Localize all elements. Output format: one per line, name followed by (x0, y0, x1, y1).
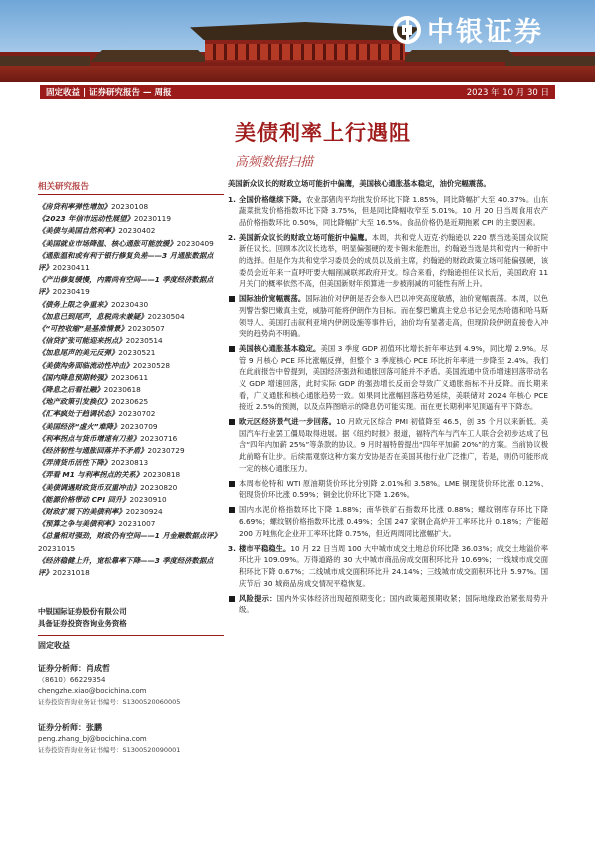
related-report-item[interactable] (38, 250, 224, 274)
analyst-card (38, 663, 224, 708)
analyst-name: 张鹏 (86, 723, 102, 732)
related-report-item[interactable] (38, 396, 224, 408)
related-report-item[interactable] (38, 372, 224, 384)
related-report-date: 20231018 (52, 568, 90, 578)
related-report-title: 《美国就业市场降温、核心通胀可能放缓》 (38, 238, 177, 248)
related-report-title: 《弄清货币活性下降》 (38, 458, 111, 468)
paragraph-text: 国内外实体经济出现超预期变化；国内政策超预期收紧；国际地缘政治紧张局势升级。 (239, 593, 549, 615)
related-report-item[interactable] (38, 384, 224, 396)
related-report-title: 《降息之后看社融》 (38, 385, 104, 395)
related-report-date: 20230409 (176, 238, 214, 248)
body-paragraph (228, 194, 548, 229)
company-logo (393, 10, 543, 49)
related-report-item[interactable] (38, 299, 224, 311)
banner-hall-columns (205, 44, 405, 60)
related-report-date: 20230702 (118, 409, 156, 419)
paragraph-list (228, 194, 548, 616)
related-report-item[interactable] (38, 213, 224, 225)
related-report-date: 20230611 (110, 372, 149, 382)
paragraph-heading: 风险提示： (239, 593, 277, 603)
related-report-item[interactable] (38, 238, 224, 250)
related-report-title: 《信贷扩张可能迎来拐点》 (38, 336, 126, 346)
related-report-date: 20230818 (142, 470, 181, 480)
body-paragraph (228, 343, 548, 413)
related-report-title: 《弄看 M1 与利率拐点的关系》 (38, 470, 143, 480)
related-report-date: 20230625 (110, 397, 149, 407)
related-report-item[interactable] (38, 421, 224, 433)
related-report-item[interactable] (38, 482, 224, 494)
related-report-date: 20230716 (140, 433, 178, 443)
related-report-title: 《2023 年信市远动性展望》 (38, 214, 134, 224)
paragraph-heading: 楼市平稳稳生。 (239, 543, 291, 553)
banner-main-roof (190, 22, 420, 40)
page-title: 美债利率上行遇阻 (235, 120, 411, 145)
bullet-square-icon (229, 481, 235, 487)
paragraph-text: 10 月 22 日当周 100 大中城市成交土地总价环比降 36.03%；成交土地溢价率环比升 109.09%。万得道路的 30 大中城市商品房成交面积环比升 10.69%；一线城市成交面积环比下降 0.67%；二线城市成交面积环比升 24.14%；三线城市成交面积环比升 5.97%。国庆节后 30 城商品房成交情况平稳恢复。 (239, 543, 548, 588)
analyst-phone: （8610）66229354 (38, 676, 106, 684)
company-name: 中银国际证券股份有限公司 (38, 607, 127, 616)
paragraph-text: 10 月欧元区综合 PMI 初值降至 46.5，创 35 个月以来新低。美国汽车行业罢工僵局取得进展。据《纽约时报》报道，福特汽车与汽车工人联合会初步达成了包含“四年内加薪 25%”等条款的协议。9 月时福特曾提出“四年平加薪 20%”的方案。当前协议极此前略有让步。后续需观察这种方案方安协是否在美国其他行业广泛推广，若是，则仍可能形成一定的核心通胀压力。 (239, 417, 548, 473)
related-report-item[interactable] (38, 469, 224, 481)
related-report-item[interactable] (38, 494, 224, 506)
paragraph-heading: 美国核心通胀基本稳定。 (239, 344, 321, 354)
related-report-item[interactable] (38, 457, 224, 469)
paragraph-heading: 国际油价宽幅震荡。 (239, 294, 306, 304)
banner-side-hall-right (400, 50, 520, 62)
related-report-title: 《美债调遇财政货币双重冲击》 (38, 482, 141, 492)
related-report-item[interactable] (38, 445, 224, 457)
related-report-date: 20230402 (118, 226, 156, 236)
logo-text: 中银证券 (427, 17, 543, 48)
related-report-item[interactable] (38, 311, 224, 323)
analyst-label: 证券分析师： (38, 664, 86, 673)
related-report-item[interactable] (38, 360, 224, 372)
related-report-title: 《财政扩展下的美债利率》 (38, 507, 126, 517)
related-report-date: 20230419 (52, 287, 90, 297)
related-report-date: 20230430 (110, 299, 149, 309)
related-report-title: 《加息已到尾声，息税尚未兼疑》 (38, 311, 148, 321)
related-report-date: 20230528 (132, 360, 170, 370)
related-report-date: 20230709 (120, 421, 158, 431)
related-report-date: 20231007 (118, 519, 156, 529)
sidebar-divider (38, 635, 224, 636)
report-meta-bar (40, 85, 555, 99)
main-body (228, 178, 548, 619)
related-report-title: 《经济稳健上升，宽松靠率下降——3 季度经济数据点评》 (38, 555, 214, 578)
related-report-title: 《加息尾声的美元反弹》 (38, 348, 119, 358)
related-report-item[interactable] (38, 225, 224, 237)
paragraph-number: 3. (228, 543, 236, 553)
related-report-title: 《地产政策引发换仪》 (38, 397, 111, 407)
related-report-title: 《产出修复缓慢，内需尚有空间——1 季度经济数据点评》 (38, 275, 214, 297)
body-paragraph (228, 293, 548, 339)
related-report-title: 《国内降息预期转强》 (38, 372, 111, 382)
related-report-item[interactable] (38, 433, 224, 445)
analyst-email[interactable]: chengzhe.xiao@bocichina.com (38, 687, 147, 695)
related-reports-list (38, 201, 224, 579)
bullet-square-icon (229, 296, 235, 302)
related-report-title: 《债务上限之争重来》 (38, 299, 111, 309)
analyst-license: 证券投资咨询业务证书编号：S1300520060005 (38, 698, 181, 706)
page-subtitle: 高频数据扫描 (235, 155, 314, 170)
bullet-square-icon (229, 507, 235, 513)
banner-roof-left (0, 56, 90, 66)
related-report-item[interactable] (38, 408, 224, 420)
boc-logo-icon (393, 16, 421, 44)
related-report-item[interactable] (38, 555, 224, 579)
body-paragraph (228, 543, 548, 589)
body-paragraph (228, 504, 548, 539)
header-banner (0, 0, 595, 82)
paragraph-number: 2. (228, 232, 236, 242)
bullet-square-icon (229, 419, 235, 425)
analyst-license: 证券投资咨询业务证书编号：S1300520090001 (38, 746, 181, 754)
related-report-date: 20230119 (133, 214, 171, 224)
sidebar (38, 180, 224, 579)
related-report-date: 20230910 (129, 494, 167, 504)
company-qualification: 具备证券投资咨询业务资格 (38, 619, 127, 628)
lead-summary: 美国新众议长的财政立场可能折中偏鹰，美国核心通胀基本稳定，油价完幅震荡。 (228, 179, 491, 188)
related-report-date: 20230521 (118, 348, 156, 358)
paragraph-heading: 欧元区经济景气进一步回落。 (239, 417, 337, 427)
bullet-square-icon (229, 596, 235, 602)
body-paragraph (228, 593, 548, 616)
banner-wall (0, 66, 595, 82)
related-report-item[interactable] (38, 274, 224, 298)
related-report-title: 《利率拐点与货币增速有刀差》 (38, 433, 141, 443)
paragraph-text: 农业部猪肉平均批发价环比下降 1.85%，同比降幅扩大至 40.37%。山东蔬菜批发价格指数环比下降 3.75%，但是同比降幅收窄至 5.01%。10 月 20 日当周食用农产品价格指数环比 0.50%，同比降幅扩大至 16.5%。食品价格仍是近期拖累 CPI 的主要因素。 (239, 194, 549, 227)
paragraph-heading: 全国价格继续下降。 (239, 194, 306, 204)
report-category: 固定收益 | 证券研究报告 — 周报 (46, 88, 172, 98)
related-report-date: 20230924 (125, 507, 163, 517)
related-report-item[interactable] (38, 201, 224, 213)
related-report-date: 20230504 (147, 311, 185, 321)
related-report-title: 《房贷利率弹性增加》 (38, 202, 111, 211)
paragraph-number: 1. (228, 194, 236, 204)
analyst-card (38, 722, 224, 756)
bullet-square-icon (229, 346, 235, 352)
paragraph-text: 国内水泥价格指数环比下降 1.88%；南华铁矿石指数环比涨 0.88%；螺纹钢库存环比下降 6.69%；螺纹钢价格指数环比涨 0.49%；全国 247 家钢企高炉开工率环比升 0.18%；产能超 200 万吨焦化企业开工率环比降 0.75%，但近两周同比涨幅扩大。 (239, 505, 548, 538)
related-report-item[interactable] (38, 335, 224, 347)
paragraph-text: 美国 3 季度 GDP 初值环比增长折年率达到 4.9%，同比增 2.9%。尽管 9 月核心 PCE 环比涨幅反弹，但整个 3 季度核心 PCE 环比折年率进一步降至 2.4%。我们在此前报告中曾提到，美国经济强劲和通胀回落可能并不矛盾。美国流通中货币增速回落带动名义 GDP 增速回落，此时实际 GDP 的强劲增长反而会导致广义通胀指标不升反降。而长期来看，广义通胀和核心通胀趋势一致。如果同比涨幅回落趋势延续，美联储对 2024 年核心 PCE 接近 2.5%的预测，以及点阵图暗示的降息仍可能实现。而在更长期利率见顶逼有平下降态。 (239, 344, 549, 412)
body-paragraph (228, 232, 548, 290)
paragraph-heading: 美国新众议长的财政立场可能折中偏鹰。 (239, 232, 372, 242)
related-report-date: 20230108 (110, 202, 149, 211)
paragraph-text: 本周，共和党人迈克·约翰逊以 220 票当选美国众议院新任议长。回顾本次议长选举，明显偏强硬的麦卡锡未能胜出，约翰逊当选是共和党内一种折中的选择。但是作为共和党学习委员会的成员以及前主席，约翰逊的财政政策立场可能偏强硬，该委员会近年来一直呼吁要大幅削减联邦政府开支。综合来看，约翰逊担任议长后，美国政府 11 月关门的概率依然不高，但美国新财年预算进一步被削减的可能性有所上升。 (239, 232, 549, 289)
related-report-title: 《美债与美国自然利率》 (38, 226, 119, 236)
related-report-item[interactable] (38, 518, 224, 530)
related-report-date: 20230729 (147, 446, 185, 456)
related-report-title: 《美债沟务面临流动性冲击》 (38, 360, 133, 370)
company-info (38, 606, 224, 630)
related-report-date: 20230618 (103, 385, 141, 395)
related-report-title: 《美国经济“虚火”难降》 (38, 421, 121, 431)
related-report-title: 《总量相对强劲，财政仍有空间——1 月金融数据点评》 (38, 531, 221, 541)
related-report-item[interactable] (38, 506, 224, 518)
related-report-title: 《经济韧性与通胀回落并不矛盾》 (38, 446, 148, 456)
related-report-date: 20230820 (140, 482, 178, 492)
related-report-title: 《预算之争与美债利率》 (38, 519, 119, 529)
analyst-name: 肖成哲 (86, 664, 110, 673)
related-report-date: 20231015 (38, 543, 76, 553)
related-report-title: 《能源价格带动 CPI 回升》 (38, 494, 130, 504)
related-report-title: 《汇率疯处于趋调状态》 (38, 409, 119, 419)
related-report-title: 《“可控收缩”是基准情景》 (38, 324, 128, 334)
banner-side-hall-left (90, 50, 210, 62)
related-reports-heading: 相关研究报告 (38, 180, 224, 195)
related-report-date: 20230507 (127, 324, 165, 334)
paragraph-text: 本周布伦特和 WTI 原油期货价环比分别降 2.01%和 3.58%。LME 铜现货价环比涨 0.12%、铝现货价环比涨 0.59%；铜金比价环比下降 1.26%。 (239, 478, 548, 500)
related-report-date: 20230411 (52, 263, 90, 273)
body-paragraph (228, 416, 548, 474)
related-report-item[interactable] (38, 347, 224, 359)
analyst-label: 证券分析师： (38, 723, 86, 732)
paragraph-text: 国际油价对伊朗是否会参入巴以冲突高度敏感，油价宽幅震荡。本周，以色列警告黎巴嫩真主党，威胁可能将伊朗作为目标。而在黎巴嫩真主党总书记会见杰哈德和哈马斯领导人、美国打击叙利亚境内伊朗设施等事件后，油价均有显著走高，但现阶段伊朗直接卷入冲突的趋势尚不明确。 (239, 294, 549, 339)
sector-label: 固定收益 (38, 641, 70, 650)
analyst-email[interactable]: peng.zhang_bj@bocichina.com (38, 735, 147, 743)
related-report-item[interactable] (38, 323, 224, 335)
related-report-date: 20230813 (110, 458, 149, 468)
related-report-item[interactable] (38, 530, 224, 554)
related-report-title: 《通胀温和或有利于银行修复负差——3 月通胀数据点评》 (38, 250, 214, 273)
related-report-date: 20230514 (125, 336, 163, 346)
body-paragraph (228, 478, 548, 501)
report-date: 2023 年 10 月 30 日 (466, 88, 549, 98)
